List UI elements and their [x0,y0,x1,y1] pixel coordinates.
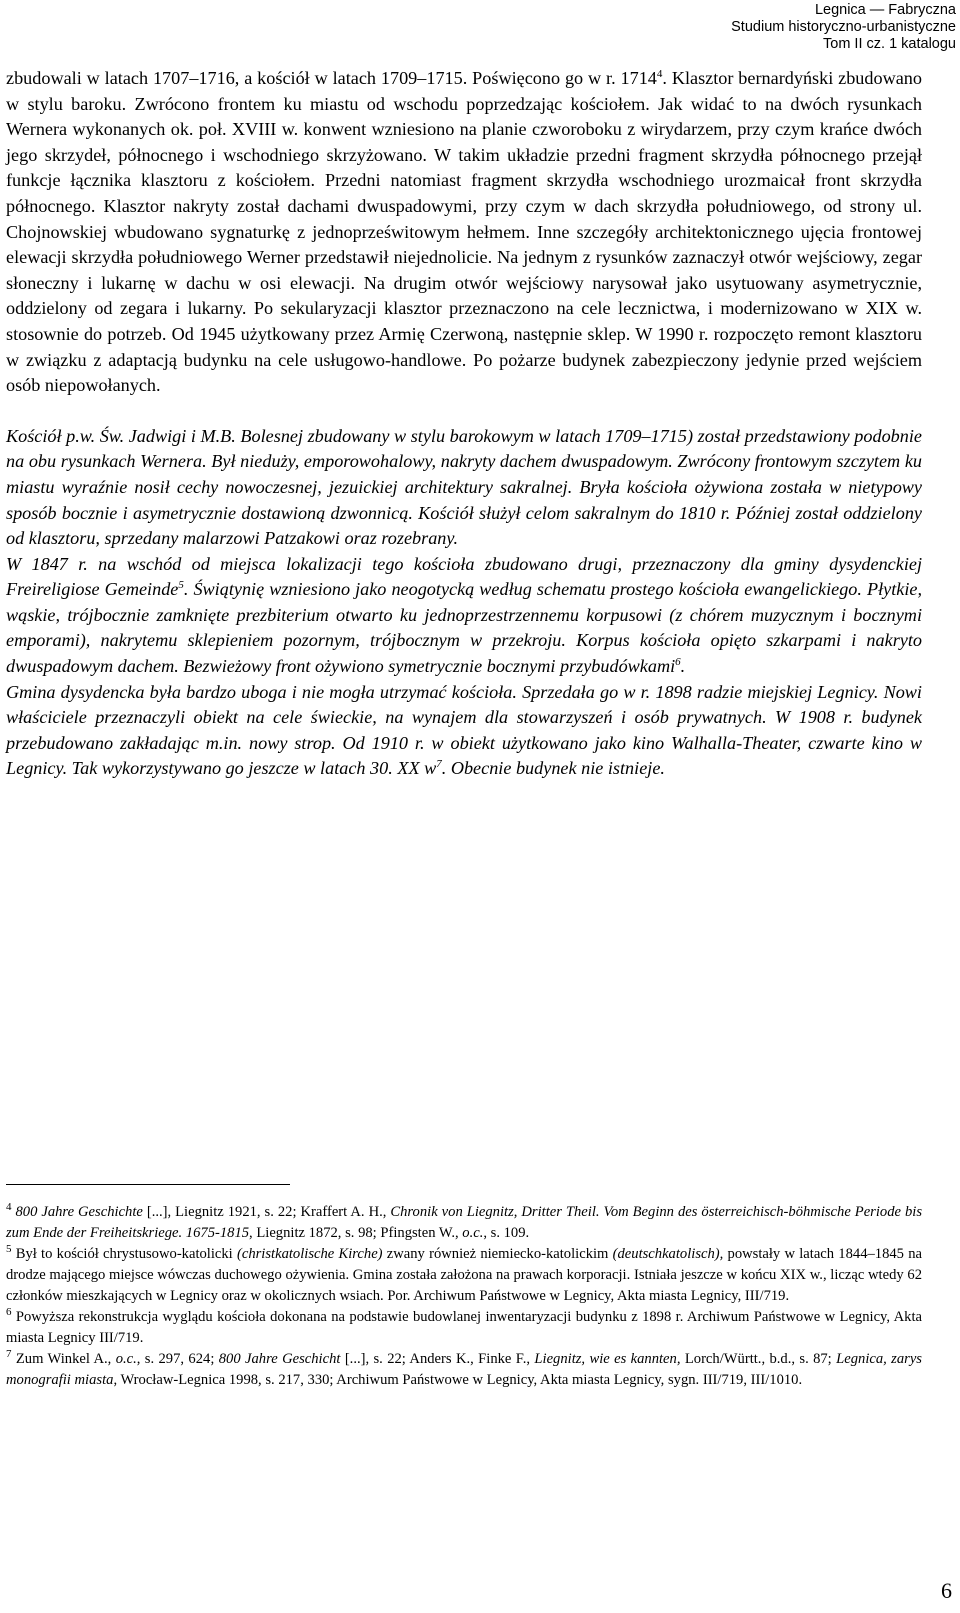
footnote-4: $^4$ 800 Jahre Geschichte [...], Liegnitz 1921, s. 22; Kraffert A. H., Chronik von Liegnitz, Dritter Theil. Vom Beginn des österreichisch-böhmische Periode bis zum Ende der Freiheitskriege. 1675-1815, Liegnitz 1872, s. 98; Pfingsten W., o.c., s. 109. [6,1201,922,1241]
footnote-6: $^6$ Powyższa rekonstrukcja wyglądu kościoła dokonana na podstawie budowlanej inwentaryzacji budynku z 1898 r. Archiwum Państwowe w Legnicy, Akta miasta Legnicy III/719. [6,1306,922,1346]
footnote-ref-4[interactable]: 4 [656,67,663,80]
footnote-7: $^7$ Zum Winkel A., o.c., s. 297, 624; 800 Jahre Geschicht [...], s. 22; Anders K., Finke F., Liegnitz, wie es kannten, Lorch/Württ., b.d., s. 87; Legnica, zarys monografii miasta, Wrocław-Legnica 1998, s. 217, 330; Archiwum Państwowe w Legnicy, Akta miasta Legnicy, sygn. III/719, III/1010. [6,1348,922,1388]
footnote-separator [6,1184,290,1185]
footnotes [6,1202,922,1391]
footnote-ref-5[interactable]: 5 [178,579,184,592]
running-header [731,2,956,53]
paragraph-monastery: zbudowali w latach 1707–1716, a kościół w latach 1709–1715. Poświęcono go w r. 1714$^4$. Klasztor bernardyński zbudowano w stylu baroku. Zwrócono frontem ku miastu od wschodu poprzedzając kościołem. Jak widać to na dwóch rysunkach Wernera wykonanych ok. poł. XVIII w. konwent wzniesiono na planie czworoboku z wirydarzem, przy czym krańce dwóch jego skrzydeł, północnego i wschodniego skrzyżowano. W takim układzie przedni fragment skrzydła północnego przejął funkcje łącznika klasztoru z kościołem. Przedni natomiast fragment skrzydła wschodniego urozmaicał front skrzydła północnego. Klasztor nakryty został dachami dwuspadowymi, przy czym w dach skrzydła południowego, od strony ul. Chojnowskiej wbudowano sygnaturkę z jednoprześwitowym hełmem. Inne szczegóły architektonicznego ujęcia frontowej elewacji skrzydła południowego Werner przedstawił niejednolicie. Na jednym z rysunków zaznaczył otwór wejściowy, zegar słoneczny i lukarnę w dachu w osi elewacji. Na drugim otwór wejściowy narysował jako usytuowany asymetrycznie, oddzielony od zegara i lukarny. Po sekularyzacji klasztor przeznaczono na cele lecznictwa, i modernizowano w XIX w. stosownie do potrzeb. Od 1945 użytkowany przez Armię Czerwoną, następnie sklep. W 1990 r. rozpoczęto remont klasztoru w związku z adaptacją budynku na cele usługowo-handlowe. Po pożarze budynek zabezpieczony jedynie przed wejściem osób niepowołanych. [6,67,922,396]
paragraph-church: Kościół p.w. Św. Jadwigi i M.B. Bolesnej zbudowany w stylu barokowym w latach 1709–1715) został przedstawiony podobnie na obu rysunkach Wernera. Był nieduży, emporowohalowy, nakryty dachem dwuspadowym. Zwrócony frontowym szczytem ku miastu wyraźnie nosił cechy nowoczesnej, jezuickiej architektury sakralnej. Bryła kościoła ożywiona została w nietypowy sposób bocznie i asymetrycznie dostawioną dzwonnicą. Kościół służył celom sakralnym do 1810 r. Później został oddzielony od klasztoru, sprzedany malarzowi Patzakowi oraz rozebrany. [6,425,922,549]
paragraph-dissident-church: W 1847 r. na wschód od miejsca lokalizacji tego kościoła zbudowano drugi, przeznaczony dla gminy dysydenckiej Freireligiose Gemeinde$^5$. Świątynię wzniesiono jako neogotycką według schematu prostego kościoła ewangelickiego. Płytkie, wąskie, trójbocznie zamknięte prezbiterium otwarto ku jednoprzestrzennemu korpusowi (z chórem muzycznym i bocznymi emporami), nakrytemu sklepieniem pozornym, trójbocznym w przekroju. Korpus kościoła opięto szkarpami i nakryto dwuspadowym dachem. Bezwieżowy front ożywiono symetrycznie bocznymi przybudówkami$^6$. [6,553,922,677]
page-number: 6 [941,1578,952,1603]
footnote-ref-7[interactable]: 7 [436,758,442,771]
header-study: Studium historyczno-urbanistyczne [731,19,956,35]
header-volume: Tom II cz. 1 katalogu [823,36,956,52]
footnote-5: $^5$ Był to kościół chrystusowo-katolicki (christkatolische Kirche) zwany również niemiecko-katolickim (deutschkatolisch), powstały w latach 1844–1845 na drodze mającego miejsce wówczas duchowego ożywienia. Gmina została założona na prawach korporacji. Istniała jeszcze w końcu XIX w., licząc wtedy 62 członków mieszkających w Legnicy oraz w okolicznych wsiach. Por. Archiwum Państwowe w Legnicy, Akta miasta Legnicy, III/719. [6,1243,922,1304]
footnote-ref-6[interactable]: 6 [675,656,681,668]
main-text [6,66,922,782]
paragraph-later-history: Gmina dysydencka była bardzo uboga i nie mogła utrzymać kościoła. Sprzedała go w r. 1898 radzie miejskiej Legnicy. Nowi właściciele przeznaczyli obiekt na cele świeckie, na wynajem dla stowarzyszeń i osób prywatnych. W 1908 r. budynek przebudowano zakładając m.in. nowy strop. Od 1910 r. w obiekt użytkowano jako kino Walhalla-Theater, czwarte kino w Legnicy. Tak wykorzystywano go jeszcze w latach 30. XX $w^7$. Obecnie budynek nie istnieje. [6,681,922,779]
header-place: Legnica — Fabryczna [814,2,956,18]
